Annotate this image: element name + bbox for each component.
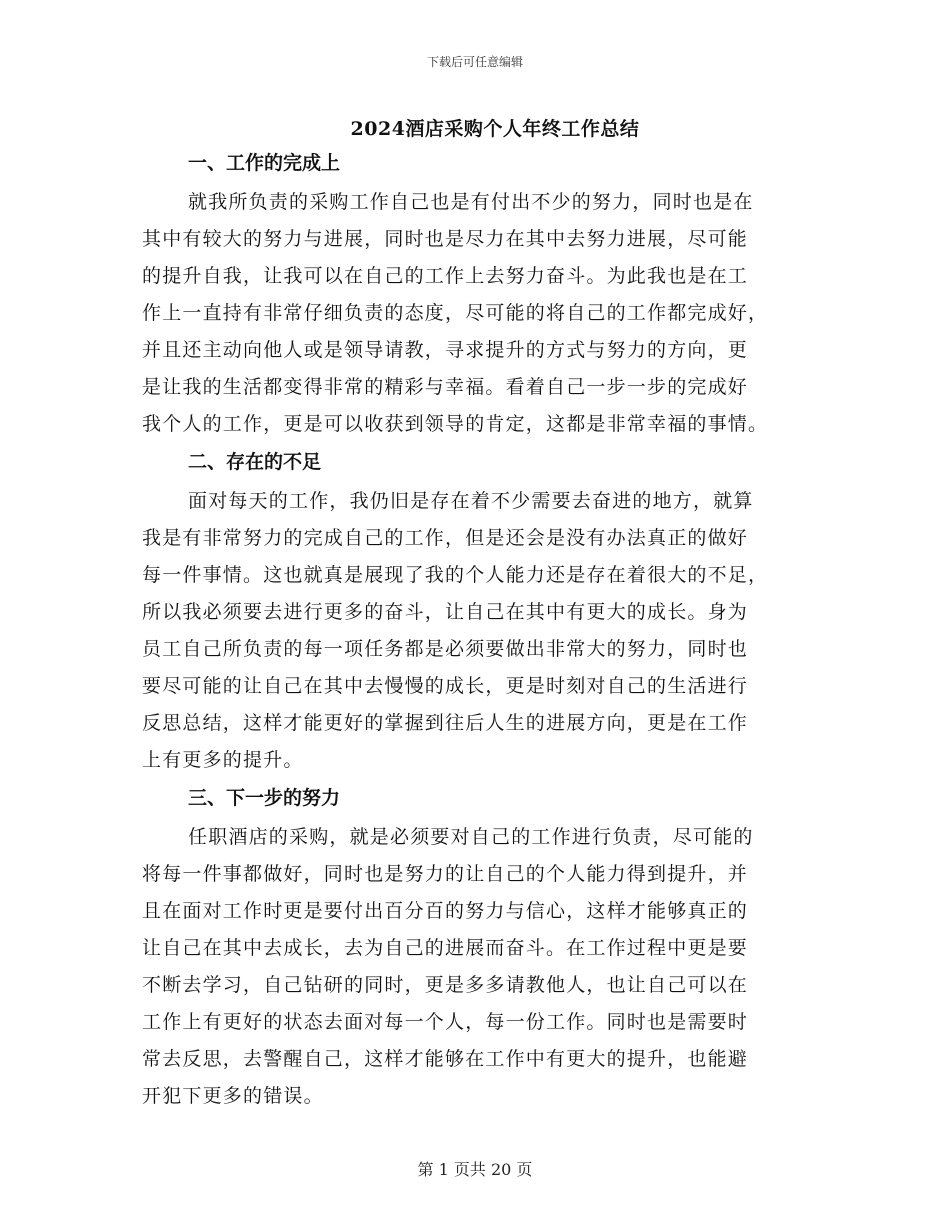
text-line: 每一件事情。这也就真是展现了我的个人能力还是存在着很大的不足，	[142, 564, 769, 586]
header-note: 下载后可任意编辑	[426, 55, 523, 69]
paragraph	[142, 819, 810, 1115]
paragraph	[142, 184, 810, 443]
text-line: 将每一件事都做好，同时也是努力的让自己的个人能力得到提升，并	[142, 863, 749, 885]
text-line: 并且还主动向他人或是领导请教，寻求提升的方式与努力的方向，更	[142, 339, 749, 361]
text-line: 开犯下更多的错误。	[142, 1085, 324, 1107]
section-heading: 三、下一步的努力	[188, 787, 341, 809]
section-work-completion	[142, 149, 810, 443]
text-line: 上有更多的提升。	[142, 749, 304, 771]
text-line: 我是有非常努力的完成自己的工作，但是还会是没有办法真正的做好	[142, 527, 749, 549]
text-line: 所以我必须要去进行更多的奋斗，让自己在其中有更大的成长。身为	[142, 601, 749, 623]
document-title: 2024酒店采购个人年终工作总结	[350, 118, 640, 140]
text-line: 让自己在其中去成长，去为自己的进展而奋斗。在工作过程中更是要	[142, 937, 749, 959]
text-line: 任职酒店的采购，就是必须要对自己的工作进行负责，尽可能的	[188, 826, 754, 848]
text-line: 的提升自我，让我可以在自己的工作上去努力奋斗。为此我也是在工	[142, 265, 749, 287]
document-body	[142, 149, 810, 1120]
section-next-steps	[142, 784, 810, 1115]
text-line: 其中有较大的努力与进展，同时也是尽力在其中去努力进展，尽可能	[142, 228, 749, 250]
text-line: 要尽可能的让自己在其中去慢慢的成长，更是时刻对自己的生活进行	[142, 675, 749, 697]
section-heading: 一、工作的完成上	[188, 152, 341, 174]
text-line: 作上一直持有非常仔细负责的态度，尽可能的将自己的工作都完成好，	[142, 302, 769, 324]
text-line: 工作上有更好的状态去面对每一个人，每一份工作。同时也是需要时	[142, 1011, 749, 1033]
text-line: 且在面对工作时更是要付出百分百的努力与信心，这样才能够真正的	[142, 900, 749, 922]
text-line: 面对每天的工作，我仍旧是存在着不少需要去奋进的地方，就算	[188, 490, 754, 512]
text-line: 我个人的工作，更是可以收获到领导的肯定，这都是非常幸福的事情。	[142, 413, 769, 435]
text-line: 常去反思，去警醒自己，这样才能够在工作中有更大的提升，也能避	[142, 1048, 749, 1070]
text-line: 是让我的生活都变得非常的精彩与幸福。看着自己一步一步的完成好	[142, 376, 749, 398]
text-line: 不断去学习，自己钻研的同时，更是多多请教他人，也让自己可以在	[142, 974, 749, 996]
text-line: 员工自己所负责的每一项任务都是必须要做出非常大的努力，同时也	[142, 638, 749, 660]
section-shortcomings	[142, 448, 810, 779]
text-line: 就我所负责的采购工作自己也是有付出不少的努力，同时也是在	[188, 191, 754, 213]
text-line: 反思总结，这样才能更好的掌握到往后人生的进展方向，更是在工作	[142, 712, 749, 734]
page-footer: 第 1 页共 20 页	[417, 1160, 533, 1179]
paragraph	[142, 483, 810, 779]
section-heading: 二、存在的不足	[188, 451, 322, 473]
